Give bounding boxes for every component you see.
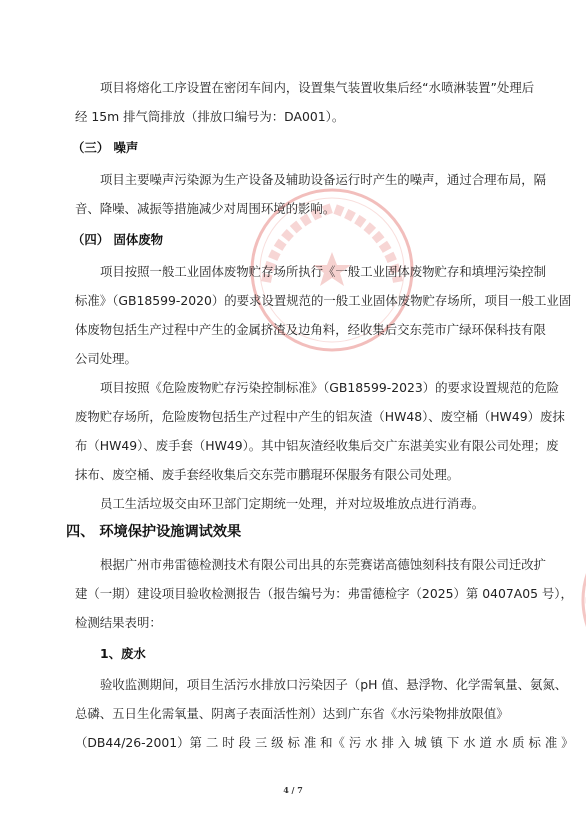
section-heading-wastewater: 1、废水 xyxy=(100,646,146,661)
paragraph-line: 项目按照一般工业固体废物贮存场所执行《一般工业固体废物贮存和填埋污染控制 xyxy=(100,264,547,279)
paragraph-line: 建（一期）建设项目验收检测报告（报告编号为：弗雷德检字（2025）第 0407A05 号）， xyxy=(75,586,573,601)
paragraph-line: （DB44/26-2001）第 二 时 段 三 级 标 准 和《 污 水 排 入 城 镇 下 水 道 水 质 标 准 》 xyxy=(75,735,574,750)
paragraph-line: 项目将熔化工序设置在密闭车间内，设置集气装置收集后经“水喷淋装置”处理后 xyxy=(100,80,535,95)
paragraph-line: 音、降噪、减振等措施减少对周围环境的影响。 xyxy=(75,201,336,216)
paragraph-line: 标准》（GB18599-2020）的要求设置规范的一般工业固体废物贮存场所，项目一般工业固 xyxy=(75,293,572,308)
paragraph-line: 项目按照《危险废物贮存污染控制标准》（GB18599-2023）的要求设置规范的危险 xyxy=(100,380,560,395)
section-heading-solid-waste: （四） 固体废物 xyxy=(72,232,164,247)
paragraph-line: 员工生活垃圾交由环卫部门定期统一处理，并对垃圾堆放点进行消毒。 xyxy=(100,496,485,511)
paragraph-line: 体废物包括生产过程中产生的金属挤渣及边角料，经收集后交东莞市广绿环保科技有限 xyxy=(75,322,546,337)
paragraph-line: 公司处理。 xyxy=(75,351,137,366)
page-number: 4 / 7 xyxy=(283,785,303,795)
paragraph-line: 经 15m 排气筒排放（排放口编号为：DA001）。 xyxy=(75,109,345,124)
paragraph-line: 废物贮存场所，危险废物包括生产过程中产生的铝灰渣（HW48）、废空桶（HW49）废抹 xyxy=(75,409,565,424)
paragraph-line: 根据广州市弗雷德检测技术有限公司出具的东莞赛诺高德蚀刻科技有限公司迁改扩 xyxy=(100,557,547,572)
paragraph-line: 总磷、五日生化需氧量、阴离子表面活性剂）达到广东省《水污染物排放限值》 xyxy=(75,706,509,721)
paragraph-line: 检测结果表明： xyxy=(75,615,162,630)
section-heading-commissioning-results: 四、 环境保护设施调试效果 xyxy=(66,524,242,540)
paragraph-line: 项目主要噪声污染源为生产设备及辅助设备运行时产生的噪声，通过合理布局，隔 xyxy=(100,172,547,187)
paragraph-line: 布（HW49）、废手套（HW49）。其中铝灰渣经收集后交广东湛美实业有限公司处理；废 xyxy=(75,438,559,453)
paragraph-line: 抹布、废空桶、废手套经收集后交东莞市鹏琨环保服务有限公司处理。 xyxy=(75,467,460,482)
section-heading-noise: （三） 噪声 xyxy=(72,140,139,155)
paragraph-line: 验收监测期间，项目生活污水排放口污染因子（pH 值、悬浮物、化学需氧量、氨氮、 xyxy=(100,677,568,692)
